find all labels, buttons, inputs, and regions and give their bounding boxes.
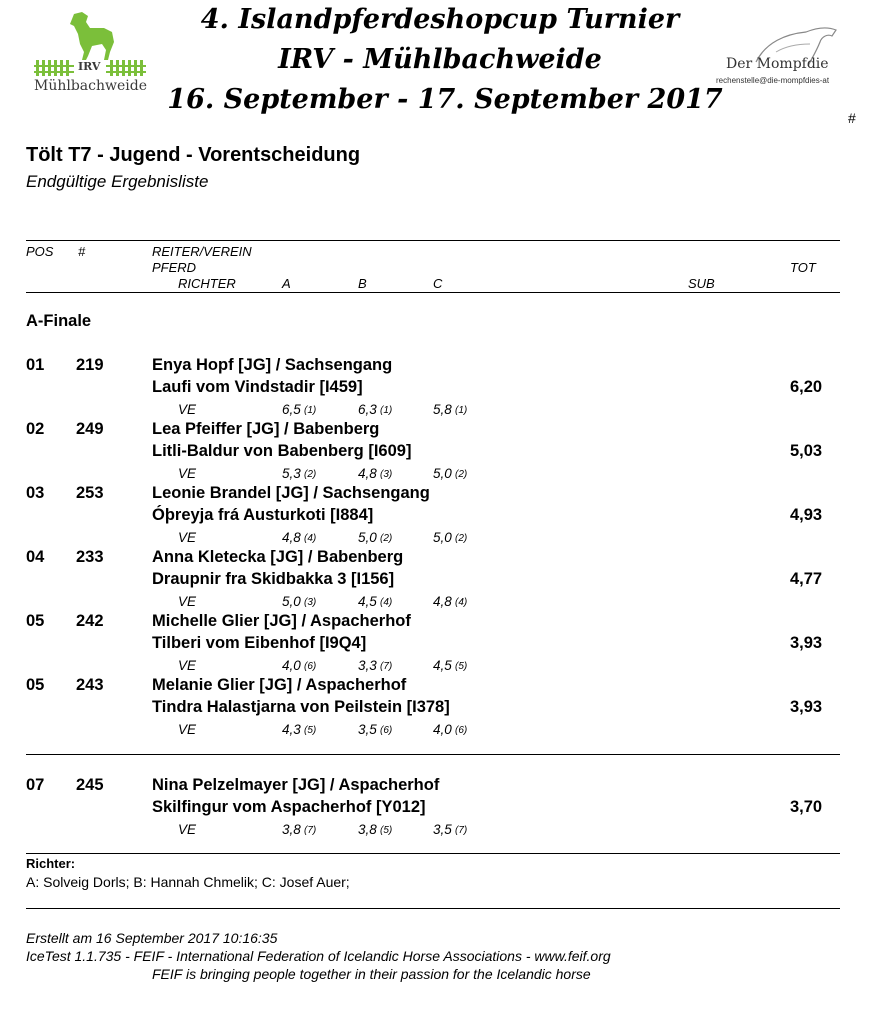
entry-total: 4,93: [790, 506, 823, 524]
entry-rank-c: (4): [455, 597, 468, 608]
entry-total: 4,77: [790, 570, 823, 588]
entry-rank-c: (2): [455, 533, 468, 544]
entry-horse: Skilfingur vom Aspacherhof [Y012]: [152, 798, 426, 816]
col-b: B: [358, 276, 367, 291]
entry-score-a: 6,5: [282, 402, 301, 417]
event-title-line1: 4. Islandpferdeshopcup Turnier: [200, 4, 680, 35]
irv-logo-label: IRV: [78, 60, 101, 73]
event-title-line3: 16. September - 17. September 2017: [167, 84, 723, 115]
entry-rider: Enya Hopf [JG] / Sachsengang: [152, 356, 393, 374]
col-num: #: [78, 244, 86, 259]
entry-number: 249: [76, 420, 104, 438]
entry-score-b: 3,5: [358, 722, 377, 737]
entry-score-c: 5,8: [433, 402, 452, 417]
entry-rank-c: (2): [455, 469, 468, 480]
entry-score-c: 3,5: [433, 822, 452, 837]
col-pos: POS: [26, 244, 54, 259]
section-title: A-Finale: [26, 312, 92, 330]
mompfdie-logo: [716, 22, 846, 92]
judges-label: Richter:: [26, 856, 76, 871]
entry-judge: VE: [178, 402, 197, 417]
entry-rider: Anna Kletecka [JG] / Babenberg: [152, 548, 404, 566]
entry-number: 242: [76, 612, 104, 630]
entry-score-c: 4,0: [433, 722, 452, 737]
entry-pos: 04: [26, 548, 45, 566]
mompfdie-logo-name: Der Mompfdie: [726, 56, 829, 72]
entry-score-c: 5,0: [433, 530, 452, 545]
entry-rank-c: (6): [455, 725, 468, 736]
entry-score-a: 4,8: [282, 530, 301, 545]
col-horse: PFERD: [152, 260, 197, 275]
entry-rank-b: (1): [380, 405, 393, 416]
entry-rider: Leonie Brandel [JG] / Sachsengang: [152, 484, 430, 502]
judges-bottom-rule: [26, 908, 840, 909]
entry-number: 219: [76, 356, 104, 374]
entry-horse: Tilberi vom Eibenhof [I9Q4]: [152, 634, 367, 652]
entry-rank-b: (2): [380, 533, 393, 544]
entry-score-b: 4,5: [358, 594, 377, 609]
entry-total: 6,20: [790, 378, 823, 396]
irv-logo: [34, 8, 146, 98]
entry-rank-b: (7): [380, 661, 393, 672]
col-sub: SUB: [688, 276, 715, 291]
entry-rider: Michelle Glier [JG] / Aspacherhof: [152, 612, 411, 630]
entry-rank-a: (2): [304, 469, 317, 480]
entry-score-a: 4,3: [282, 722, 301, 737]
entry-score-b: 6,3: [358, 402, 377, 417]
entry-pos: 03: [26, 484, 45, 502]
entry-score-a: 3,8: [282, 822, 301, 837]
entry-number: 253: [76, 484, 104, 502]
entry-total: 3,93: [790, 634, 823, 652]
competition-title: Tölt T7 - Jugend - Vorentscheidung: [26, 144, 361, 166]
entry-score-a: 5,3: [282, 466, 301, 481]
irv-logo-name: Mühlbachweide: [34, 78, 148, 94]
entry-rank-b: (6): [380, 725, 393, 736]
entry-score-b: 3,3: [358, 658, 377, 673]
entry-pos: 07: [26, 776, 45, 794]
entry-rider: Melanie Glier [JG] / Aspacherhof: [152, 676, 407, 694]
entry-rank-a: (1): [304, 405, 317, 416]
entry-pos: 01: [26, 356, 45, 374]
entry-score-c: 5,0: [433, 466, 452, 481]
entry-horse: Draupnir fra Skidbakka 3 [I156]: [152, 570, 395, 588]
col-a: A: [282, 276, 291, 291]
entry-score-b: 3,8: [358, 822, 377, 837]
entry-pos: 05: [26, 676, 45, 694]
entry-rank-b: (5): [380, 825, 393, 836]
entry-pos: 05: [26, 612, 45, 630]
entry-rank-c: (5): [455, 661, 468, 672]
event-title-line2: IRV - Mühlbachweide: [278, 44, 602, 75]
entry-total: 3,70: [790, 798, 823, 816]
col-judge: RICHTER: [178, 276, 236, 291]
footer-software: IceTest 1.1.735 - FEIF - International Federation of Icelandic Horse Associations - www.feif.org: [26, 948, 611, 964]
entry-score-b: 4,8: [358, 466, 377, 481]
entry-rank-c: (7): [455, 825, 468, 836]
competition-subtitle: Endgültige Ergebnisliste: [26, 172, 209, 191]
entry-number: 243: [76, 676, 104, 694]
entry-number: 245: [76, 776, 104, 794]
col-tot: TOT: [790, 260, 816, 275]
col-rider: REITER/VEREIN: [152, 244, 252, 259]
entry-number: 233: [76, 548, 104, 566]
footer-created: Erstellt am 16 September 2017 10:16:35: [26, 930, 278, 946]
entry-rank-b: (3): [380, 469, 393, 480]
entry-judge: VE: [178, 530, 197, 545]
entry-judge: VE: [178, 722, 197, 737]
entry-rank-a: (3): [304, 597, 317, 608]
entry-total: 5,03: [790, 442, 823, 460]
entry-rank-c: (1): [455, 405, 468, 416]
entry-pos: 02: [26, 420, 45, 438]
entry-rank-a: (5): [304, 725, 317, 736]
entry-score-b: 5,0: [358, 530, 377, 545]
entry-score-c: 4,8: [433, 594, 452, 609]
footer-slogan: FEIF is bringing people together in their passion for the Icelandic horse: [152, 966, 591, 982]
entry-horse: Litli-Baldur von Babenberg [I609]: [152, 442, 412, 460]
entry-horse: Laufi vom Vindstadir [I459]: [152, 378, 363, 396]
entry-judge: VE: [178, 466, 197, 481]
separator-rule: [26, 754, 840, 755]
entry-score-c: 4,5: [433, 658, 452, 673]
col-c: C: [433, 276, 443, 291]
entry-horse: Óþreyja frá Austurkoti [I884]: [152, 506, 374, 524]
mompfdie-logo-email: rechenstelle@die-mompfdies-at: [716, 76, 830, 85]
header-bottom-rule: [26, 292, 840, 293]
entry-score-a: 4,0: [282, 658, 301, 673]
entry-judge: VE: [178, 822, 197, 837]
hash-mark: #: [848, 110, 856, 126]
entry-horse: Tindra Halastjarna von Peilstein [I378]: [152, 698, 450, 716]
entry-rider: Lea Pfeiffer [JG] / Babenberg: [152, 420, 380, 438]
entry-rank-a: (4): [304, 533, 317, 544]
entry-total: 3,93: [790, 698, 823, 716]
entry-rider: Nina Pelzelmayer [JG] / Aspacherhof: [152, 776, 440, 794]
entry-judge: VE: [178, 658, 197, 673]
entry-score-a: 5,0: [282, 594, 301, 609]
header-top-rule: [26, 240, 840, 241]
entry-rank-a: (6): [304, 661, 317, 672]
judges-top-rule: [26, 853, 840, 854]
entry-rank-b: (4): [380, 597, 393, 608]
judges-list: A: Solveig Dorls; B: Hannah Chmelik; C: Josef Auer;: [26, 874, 350, 890]
entry-judge: VE: [178, 594, 197, 609]
entry-rank-a: (7): [304, 825, 317, 836]
